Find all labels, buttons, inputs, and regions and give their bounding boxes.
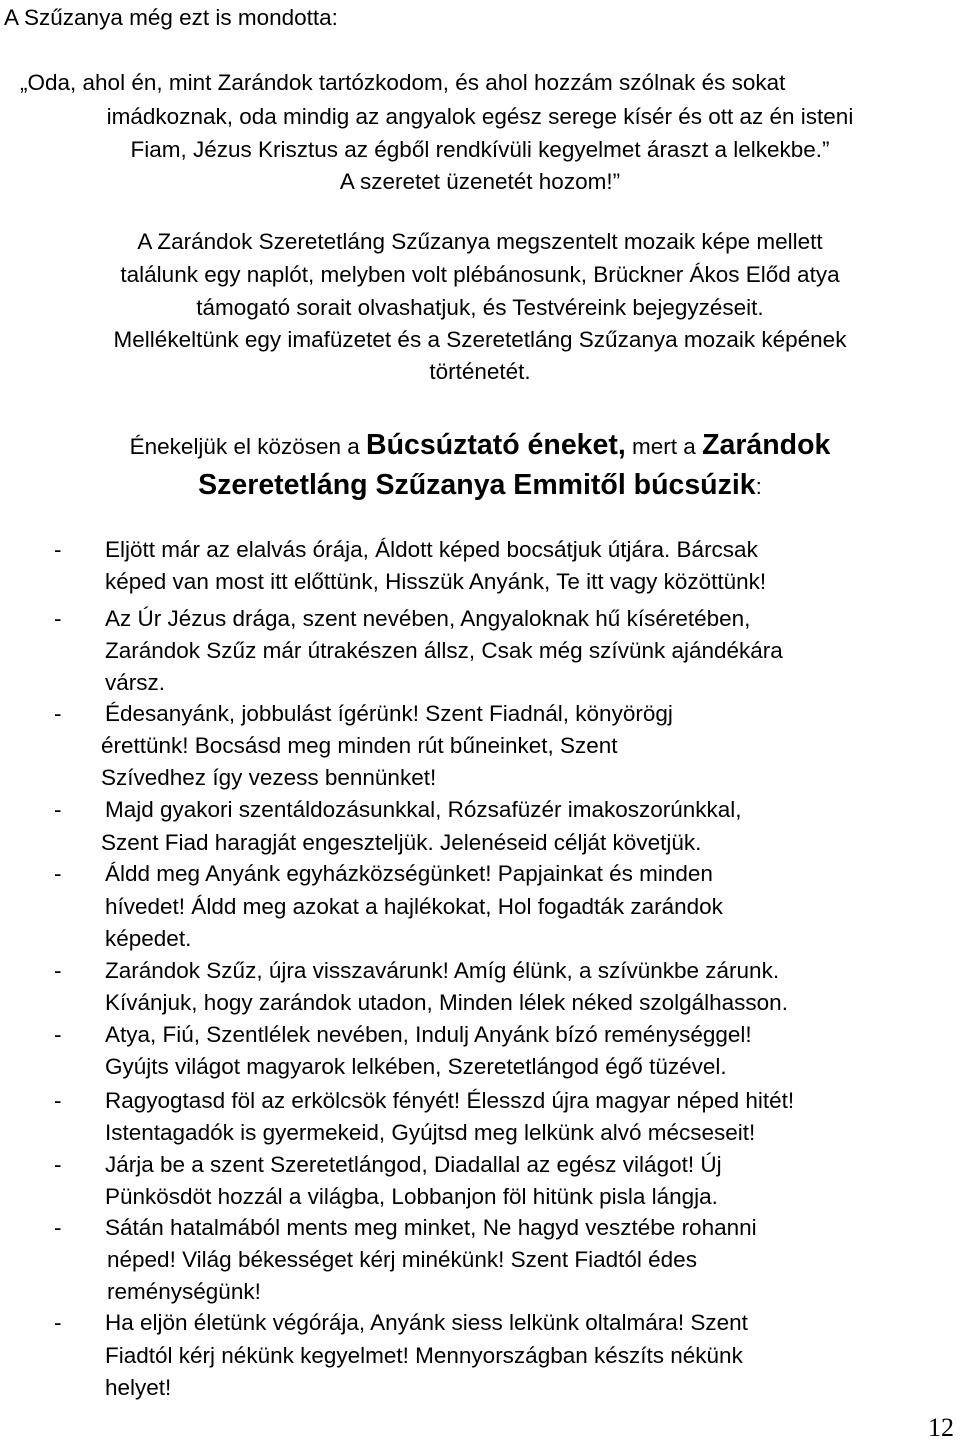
verse-line: Majd gyakori szentáldozásunkkal, Rózsafüzér imakoszorúnkkal, bbox=[105, 797, 742, 822]
verse-line: Atya, Fiú, Szentlélek nevében, Indulj Anyánk bízó reménységgel! bbox=[105, 1022, 752, 1047]
quote-line: A szeretet üzenetét hozom!” bbox=[339, 169, 621, 194]
paragraph-line: találunk egy naplót, melyben volt plébánosunk, Brückner Ákos Előd atya bbox=[120, 262, 840, 287]
verse-line: Gyújts világot magyarok lelkében, Szeretetlángod égő tüzével. bbox=[105, 1054, 727, 1079]
verse-line: Zarándok Szűz, újra visszavárunk! Amíg élünk, a szívünkbe zárunk. bbox=[105, 958, 780, 983]
verse-line: Szívedhez így vezess bennünket! bbox=[101, 765, 437, 790]
song-title: Búcsúztató éneket, bbox=[366, 429, 626, 461]
verse-line: Járja be a szent Szeretetlángod, Diadallal az egész világot! Új bbox=[105, 1152, 722, 1177]
verse-line: Fiadtól kérj nékünk kegyelmet! Mennyországban készíts nékünk bbox=[105, 1343, 743, 1368]
verse-line: vársz. bbox=[105, 670, 166, 695]
verse-line: képed van most itt előttünk, Hisszük Anyánk, Te itt vagy közöttünk! bbox=[105, 569, 767, 594]
verse-dash: - bbox=[54, 1088, 62, 1113]
verse-dash: - bbox=[54, 1022, 62, 1047]
verse-line: Ragyogtasd föl az erkölcsök fényét! Élesszd újra magyar néped hitét! bbox=[105, 1088, 795, 1113]
paragraph-line: történetét. bbox=[429, 359, 531, 384]
verse-line: Istentagadók is gyermekeid, Gyújtsd meg lelkünk alvó mécseseit! bbox=[105, 1120, 756, 1145]
paragraph-line: támogató sorait olvashatjuk, és Testvéreink bejegyzéseit. bbox=[196, 295, 764, 320]
verse-line: Pünkösdöt hozzál a világba, Lobbanjon föl hitünk pisla lángja. bbox=[105, 1184, 718, 1209]
verse-line: hívedet! Áldd meg azokat a hajlékokat, Hol fogadták zarándok bbox=[105, 894, 723, 919]
verse-line: Kívánjuk, hogy zarándok utadon, Minden lélek néked szolgálhasson. bbox=[105, 990, 788, 1015]
verse-line: néped! Világ békességet kérj minékünk! Szent Fiadtól édes bbox=[107, 1247, 697, 1272]
verse-dash: - bbox=[54, 1152, 62, 1177]
verse-dash: - bbox=[54, 537, 62, 562]
song-intro-text: mert a bbox=[625, 434, 703, 459]
verse-line: Zarándok Szűz már útrakészen állsz, Csak még szívünk ajándékára bbox=[105, 638, 783, 663]
verse-dash: - bbox=[54, 1215, 62, 1240]
verse-line: helyet! bbox=[105, 1375, 172, 1400]
verse-line: képedet. bbox=[105, 926, 192, 951]
verse-line: Szent Fiad haragját engeszteljük. Jelenéseid célját követjük. bbox=[101, 830, 702, 855]
quote-line: Fiam, Jézus Krisztus az égből rendkívüli kegyelmet áraszt a lelkekbe.” bbox=[130, 137, 830, 162]
page-number: 12 bbox=[928, 1413, 954, 1442]
song-subject: Zarándok bbox=[702, 429, 831, 461]
verse-dash: - bbox=[54, 701, 62, 726]
song-intro-text: Énekeljük el közösen a bbox=[129, 434, 367, 459]
song-intro-line-2 bbox=[0, 468, 960, 504]
verse-line: Sátán hatalmából ments meg minket, Ne hagyd vesztébe rohanni bbox=[105, 1215, 757, 1240]
verse-dash: - bbox=[54, 606, 62, 631]
song-subject: Szeretetláng Szűzanya Emmitől búcsúzik bbox=[198, 469, 756, 501]
verse-line: Eljött már az elalvás órája, Áldott képed bocsátjuk útjára. Bárcsak bbox=[105, 537, 758, 562]
verse-dash: - bbox=[54, 861, 62, 886]
verse-dash: - bbox=[54, 958, 62, 983]
verse-dash: - bbox=[54, 797, 62, 822]
song-intro-colon: : bbox=[755, 474, 762, 499]
quote-line: imádkoznak, oda mindig az angyalok egész serege kísér és ott az én isteni bbox=[106, 104, 854, 129]
paragraph-line: Mellékeltünk egy imafüzetet és a Szeretetláng Szűzanya mozaik képének bbox=[113, 327, 847, 352]
verse-line: reménységünk! bbox=[107, 1279, 261, 1304]
verse-line: érettünk! Bocsásd meg minden rút bűneinket, Szent bbox=[101, 733, 618, 758]
verse-line: Ha eljön életünk végórája, Anyánk siess lelkünk oltalmára! Szent bbox=[105, 1310, 748, 1335]
verse-line: Áldd meg Anyánk egyházközségünket! Papjainkat és minden bbox=[105, 861, 713, 886]
verse-line: Édesanyánk, jobbulást ígérünk! Szent Fiadnál, könyörögj bbox=[105, 701, 673, 726]
intro-text: A Szűzanya még ezt is mondotta: bbox=[4, 5, 338, 30]
verse-line: Az Úr Jézus drága, szent nevében, Angyaloknak hű kíséretében, bbox=[105, 606, 751, 631]
song-intro-line-1 bbox=[0, 428, 960, 464]
paragraph-line: A Zarándok Szeretetláng Szűzanya megszentelt mozaik képe mellett bbox=[137, 229, 823, 254]
quote-line: „Oda, ahol én, mint Zarándok tartózkodom, és ahol hozzám szólnak és sokat bbox=[20, 70, 786, 95]
verse-dash: - bbox=[54, 1310, 62, 1335]
